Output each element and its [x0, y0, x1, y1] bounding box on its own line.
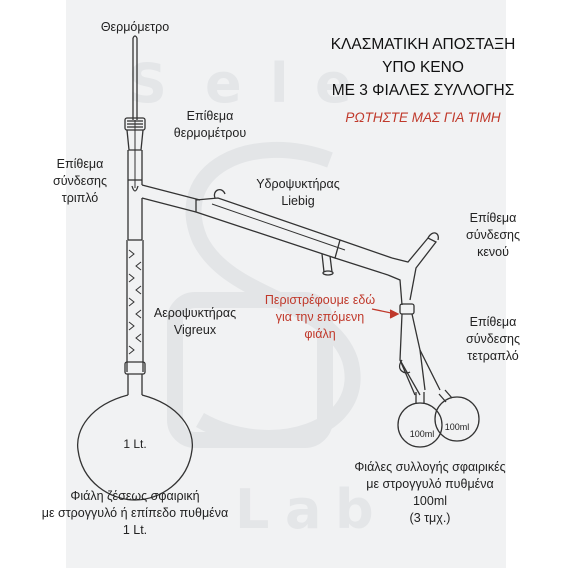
liebig-condenser-label: Υδροψυκτήρας Liebig	[256, 177, 340, 208]
thermometer-adapter-label: Επίθεμα θερμομέτρου	[173, 109, 247, 140]
watermark-letter: b	[335, 478, 392, 541]
collection-flask-volume-label: 100ml	[444, 422, 470, 432]
collection-flask-volume-label: 100ml	[409, 429, 435, 439]
triple-adapter-label: Επίθεμα σύνδεσης τριπλό	[52, 157, 108, 205]
quad-adapter-icon	[400, 304, 440, 395]
watermark-letter: L	[235, 478, 288, 541]
title-line-2: ΥΠΟ ΚΕΝΟ	[382, 59, 464, 76]
quad-adapter-label: Επίθεμα σύνδεσης τετραπλό	[465, 315, 521, 363]
boiling-flask-label: Φιάλη ζέσεως σφαιρική με στρογγυλό ή επίπεδο πυθμένα 1 Lt.	[41, 489, 229, 537]
watermark-letter: l	[270, 52, 307, 115]
watermark-letter: S	[128, 52, 185, 115]
vacuum-adapter-icon	[388, 233, 438, 305]
watermark-letter: e	[205, 52, 260, 115]
watermark-letter: a	[285, 478, 340, 541]
thermometer-icon	[132, 36, 138, 191]
rotate-note-label: Περιστρέφουμε εδώ για την επόμενη φιάλη	[264, 293, 376, 341]
vigreux-label: Αεροψυκτήρας Vigreux	[153, 306, 237, 337]
collection-flasks-label: Φιάλες συλλογής σφαιρικές με στρογγυλό πυθμένα 100ml (3 τμχ.)	[354, 460, 506, 525]
vacuum-adapter-label: Επίθεμα σύνδεσης κενού	[465, 211, 521, 259]
boiling-flask-volume-label: 1 Lt.	[123, 437, 147, 451]
title-line-1: ΚΛΑΣΜΑΤΙΚΗ ΑΠΟΣΤΑΞΗ	[330, 36, 516, 53]
title-line-3: ΜΕ 3 ΦΙΑΛΕΣ ΣΥΛΛΟΓΗΣ	[331, 82, 515, 99]
watermark-letter: e	[315, 52, 370, 115]
price-inquiry-subtitle: ΡΩΤΗΣΤΕ ΜΑΣ ΓΙΑ ΤΙΜΗ	[345, 110, 501, 125]
thermometer-label: Θερμόμετρο	[100, 20, 170, 34]
